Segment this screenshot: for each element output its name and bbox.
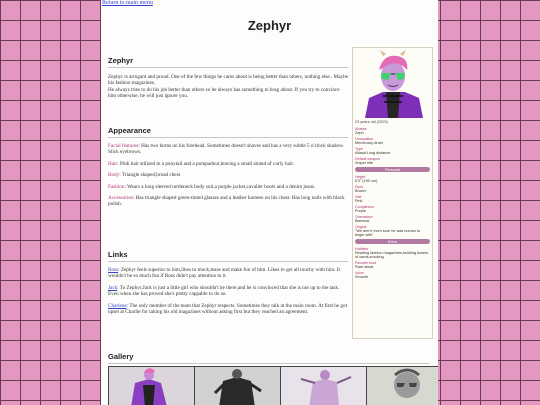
field-value: Zeph [355,131,364,135]
link-item [108,267,348,280]
gallery-image[interactable] [280,366,367,405]
gallery-art-black [195,367,280,405]
field-label: Eyes [355,185,363,189]
field-label: Complexion [355,205,374,209]
field-value: Attack/Long distance [355,151,391,155]
appearance-label: Hair [108,160,118,167]
field-value: Brown [355,189,366,193]
field-value: Bisexual [355,219,370,223]
link-text: : Zephyr feels superior to him,likes to mock,tease and make fun of him. Likes to get all touchy with him. It wouldn't be so much fun if Ross didn't pay attention to it. [108,267,340,280]
description-section [108,56,348,100]
field-value: Rare steak [355,265,374,269]
gallery-heading: Gallery [108,352,430,364]
field-value: "We aren't even sure he was human to begin with" [355,229,421,237]
field-label: Origins [355,225,367,229]
link-text: : The only member of the team that Zephyr respects. Sometimes they talk at the main room. At first he got upset at Charlie for taking his old magazines without asking first but they reached an agreement. [108,302,348,316]
description-paragraph-1: Zephyr is arrogant and proud. One of the few things he cares about is being better than others, nothing else.. Maybe his fashion magazines. [108,74,348,87]
field-label: Hobbies [355,247,369,251]
appearance-text: : Pink hair stilized in a ponytail and a pompadour,leaving a small strand of curly hair. [117,160,295,167]
infobox-header-personal: Personal [355,167,430,172]
gallery-art-sketch [281,367,366,405]
field-label: Voice [355,271,364,275]
appearance-text: : Triangle shaped,broad chest [119,172,181,179]
field-label: Aliases [355,127,367,131]
infobox-header-extra: Extra [355,239,430,244]
field-label: Height [355,175,366,179]
field-label: Occupation [355,137,374,141]
links-heading: Links [108,250,348,262]
description-heading: Zephyr [108,56,348,68]
gallery-image[interactable] [194,366,281,405]
appearance-item [108,184,348,190]
links-section [108,250,348,315]
field-value: 6'3" (190 cm) [355,179,378,183]
field-label: Default weapon [355,157,380,161]
character-link-ross[interactable]: Ross [108,267,119,273]
appearance-label: Accessories [108,195,133,202]
link-text: : To Zephyr,Jack is just a little girl who shouldn't be there,and he is convinced that she is not up to the task. Even when she has proved she's pretty cappable to do so. [108,284,340,298]
appearance-heading: Appearance [108,126,348,138]
wiki-page [101,0,438,405]
field-label: Favorite food [355,261,376,265]
appearance-text: : Has two horns on his forehead. Sometimes doesn't shaves and has a very subtle 5 o'clock shadow. Slick eyebrows. [108,143,344,156]
field-value: Purple [355,209,366,213]
character-infobox [352,47,433,339]
appearance-item [108,195,348,208]
link-item [108,303,348,316]
appearance-label: Facial features [108,143,139,149]
field-value: Pink [355,199,363,203]
gallery-art-purple [109,367,194,405]
appearance-item [108,143,348,156]
gallery-art-headshot [367,367,438,405]
appearance-label: Fashion [108,183,125,190]
appearance-label: Body [108,172,120,179]
gallery-section [108,352,433,364]
field-value: Mercenary-droid [355,141,383,145]
page-title: Zephyr [247,18,292,33]
field-value: Sniper rifle [355,161,374,165]
return-to-menu-link[interactable]: Return to main menu [102,0,153,6]
character-link-charlene[interactable]: Charlene [108,302,127,309]
appearance-text: : Wears a long sleeved turtleneck body suit,a purple jacket,cavalier boots and a denim jeans. [124,183,316,190]
description-paragraph-2: He always tries to do his job better than others so he always has something to brag about. If you try to convince him otherwise, he will just ignore you. [108,86,340,100]
appearance-section [108,126,348,208]
link-item [108,285,348,298]
appearance-item [108,161,348,167]
field-label: Type [355,147,363,151]
character-link-jack[interactable]: Jack [108,284,118,291]
character-portrait [353,48,432,118]
appearance-text: : Has triangle shaped green-tinted glasses and a leather harness on his chest. Has long nails with black polish. [108,195,345,208]
field-value: Reading fashion magazines,building towers of cards,smoking [355,251,429,259]
field-value: Smooth [355,275,369,279]
infobox-caption: 23 years old (2003) [355,120,388,124]
gallery-image[interactable] [108,366,195,405]
portrait-image [353,48,432,118]
field-label: Hair [355,195,362,199]
main-content [108,56,348,361]
gallery-image[interactable] [366,366,438,405]
appearance-item [108,172,348,178]
field-label: Orientation [355,215,373,219]
gallery-row [108,366,438,405]
